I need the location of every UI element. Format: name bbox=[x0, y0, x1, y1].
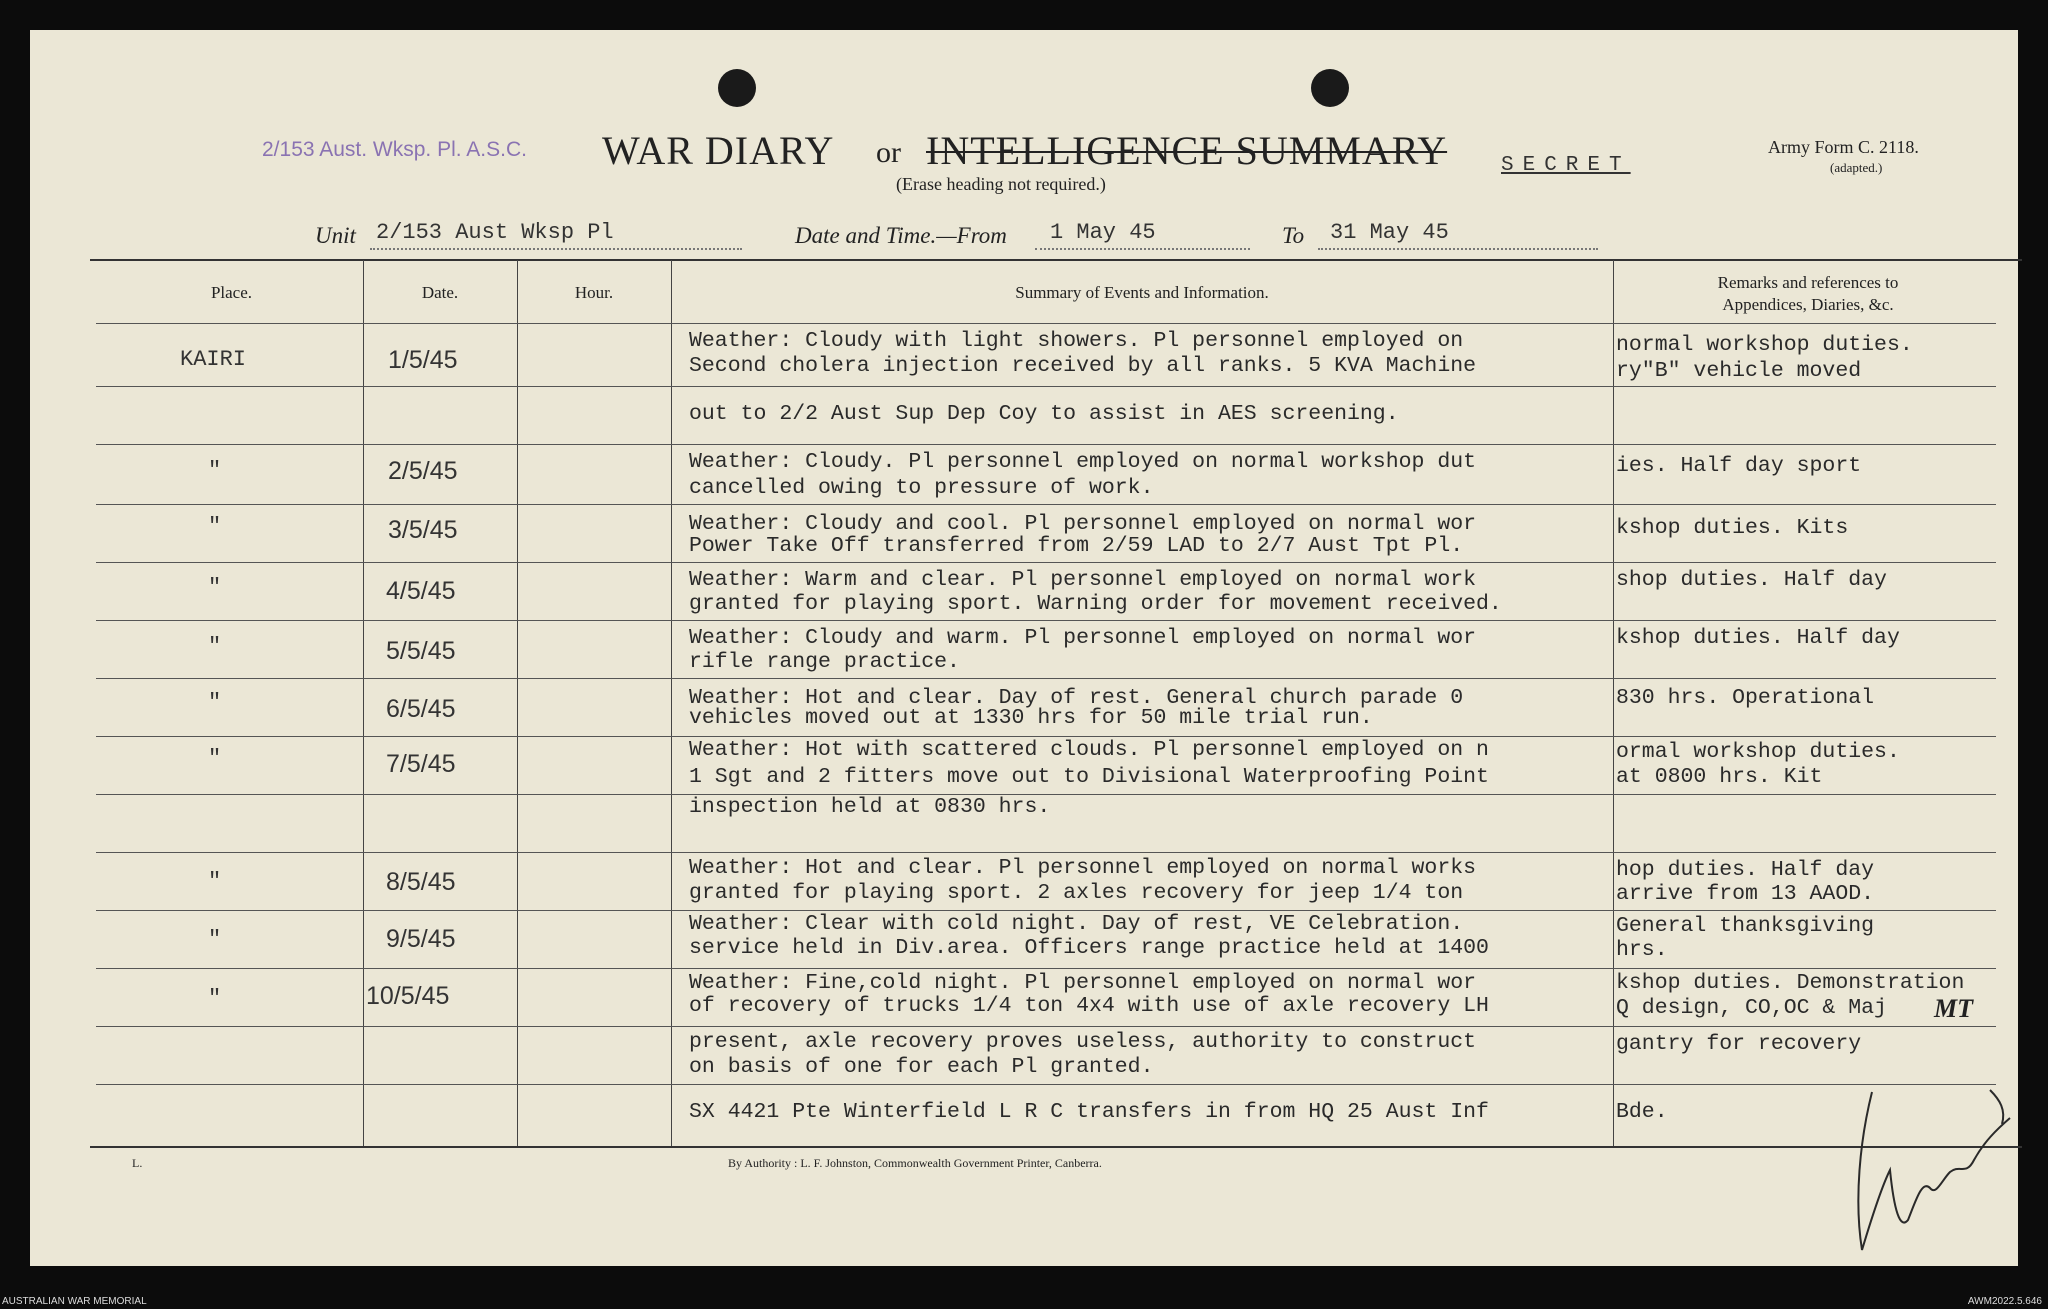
entry-line: granted for playing sport. Warning order for movement received. bbox=[689, 592, 1502, 616]
from-value: 1 May 45 bbox=[1050, 220, 1156, 245]
entry-line: Weather: Hot and clear. Day of rest. General church parade 0 bbox=[689, 686, 1464, 710]
col-header-hour: Hour. bbox=[574, 283, 614, 302]
row-rule bbox=[96, 736, 1996, 737]
footer-authority: By Authority : L. F. Johnston, Commonwealth Government Printer, Canberra. bbox=[728, 1156, 1102, 1170]
entry-line: ormal workshop duties. bbox=[1616, 740, 1900, 764]
handwritten-annotation: MT bbox=[1934, 994, 1973, 1023]
entry-place: " bbox=[208, 634, 222, 659]
to-label: To bbox=[1282, 223, 1305, 248]
col-header-remarks-1: Remarks and references to bbox=[1717, 273, 1899, 292]
col-header-summary: Summary of Events and Information. bbox=[1015, 283, 1269, 302]
col-header-date: Date. bbox=[421, 283, 459, 302]
entry-place: " bbox=[208, 690, 222, 715]
entry-line: vehicles moved out at 1330 hrs for 50 mile trial run. bbox=[689, 706, 1373, 730]
entry-line: ry"B" vehicle moved bbox=[1616, 359, 1862, 383]
entry-line: inspection held at 0830 hrs. bbox=[689, 795, 1051, 819]
row-rule bbox=[96, 1084, 1996, 1085]
entry-line: 1 Sgt and 2 fitters move out to Divisional Waterproofing Point bbox=[689, 765, 1489, 789]
entry-date: 10/5/45 bbox=[366, 982, 450, 1010]
entry-line: 830 hrs. Operational bbox=[1616, 686, 1875, 710]
army-form-adapted: (adapted.) bbox=[1830, 160, 1883, 175]
table-top-rule bbox=[90, 259, 2022, 261]
entry-place: " bbox=[208, 458, 222, 483]
secret-label: SECRET bbox=[1501, 154, 1631, 177]
entry-date: 6/5/45 bbox=[386, 695, 456, 723]
entry-line: ies. Half day sport bbox=[1616, 454, 1862, 478]
caption-left: AUSTRALIAN WAR MEMORIAL bbox=[2, 1296, 147, 1307]
entry-line: Weather: Hot and clear. Pl personnel employed on normal works bbox=[689, 856, 1477, 880]
entry-line: kshop duties. Kits bbox=[1616, 516, 1849, 540]
row-rule bbox=[96, 852, 1996, 853]
entry-date: 5/5/45 bbox=[386, 637, 456, 665]
col-header-place: Place. bbox=[210, 283, 253, 302]
unit-stamp: 2/153 Aust. Wksp. Pl. A.S.C. bbox=[262, 138, 527, 161]
entry-line: at 0800 hrs. Kit bbox=[1616, 765, 1823, 789]
army-form: Army Form C. 2118. bbox=[1768, 137, 1919, 157]
to-value: 31 May 45 bbox=[1330, 220, 1449, 245]
entry-place: " bbox=[208, 746, 222, 771]
row-rule bbox=[96, 1026, 1996, 1027]
row-rule bbox=[96, 910, 1996, 911]
entry-line: Weather: Cloudy. Pl personnel employed on normal workshop dut bbox=[689, 450, 1477, 474]
row-rule bbox=[96, 444, 1996, 445]
war-diary-page bbox=[30, 30, 2018, 1266]
title-or: or bbox=[876, 136, 901, 169]
entry-place: " bbox=[208, 986, 222, 1011]
entry-line: shop duties. Half day bbox=[1616, 568, 1887, 592]
entry-line: General thanksgiving bbox=[1616, 914, 1875, 938]
caption-right: AWM2022.5.646 bbox=[1967, 1296, 2042, 1307]
entry-line: hop duties. Half day bbox=[1616, 858, 1875, 882]
col-divider-place bbox=[363, 260, 364, 1146]
entry-line: Weather: Cloudy and warm. Pl personnel employed on normal wor bbox=[689, 626, 1477, 650]
row-rule bbox=[96, 504, 1996, 505]
entry-line: Power Take Off transferred from 2/59 LAD to 2/7 Aust Tpt Pl. bbox=[689, 534, 1464, 558]
entry-line: Q design, CO,OC & Maj bbox=[1616, 996, 1887, 1020]
entry-place: " bbox=[208, 575, 222, 600]
footer-form-mark: L. bbox=[132, 1156, 143, 1170]
entry-date: 2/5/45 bbox=[388, 457, 458, 485]
entry-line: normal workshop duties. bbox=[1616, 333, 1913, 357]
entry-line: Weather: Warm and clear. Pl personnel employed on normal work bbox=[689, 568, 1477, 592]
entry-place: " bbox=[208, 869, 222, 894]
entry-line: rifle range practice. bbox=[689, 650, 960, 674]
entry-line: hrs. bbox=[1616, 938, 1668, 962]
title-war-diary: WAR DIARY bbox=[602, 128, 835, 173]
col-divider-summary bbox=[1613, 260, 1614, 1146]
entry-line: Weather: Fine,cold night. Pl personnel employed on normal wor bbox=[689, 971, 1477, 995]
entry-line: kshop duties. Half day bbox=[1616, 626, 1900, 650]
entry-line: Weather: Cloudy with light showers. Pl personnel employed on bbox=[689, 329, 1464, 353]
col-header-remarks-2: Appendices, Diaries, &c. bbox=[1722, 295, 1894, 314]
entry-date: 9/5/45 bbox=[386, 925, 456, 953]
title-struck-intelligence-summary: INTELLIGENCE SUMMARY bbox=[926, 128, 1448, 173]
entry-date: 3/5/45 bbox=[388, 516, 458, 544]
entry-line: Weather: Clear with cold night. Day of rest, VE Celebration. bbox=[689, 912, 1464, 936]
entry-date: 8/5/45 bbox=[386, 868, 456, 896]
entry-line: arrive from 13 AAOD. bbox=[1616, 882, 1875, 906]
entry-line: Weather: Cloudy and cool. Pl personnel employed on normal wor bbox=[689, 512, 1477, 536]
entry-line: Weather: Hot with scattered clouds. Pl personnel employed on n bbox=[689, 738, 1489, 762]
entry-line: Bde. bbox=[1616, 1100, 1668, 1124]
unit-label: Unit bbox=[315, 223, 356, 248]
entry-place: " bbox=[208, 514, 222, 539]
entry-line: of recovery of trucks 1/4 ton 4x4 with use of axle recovery LH bbox=[689, 994, 1489, 1018]
from-dotted-line bbox=[1035, 248, 1250, 250]
entry-date: 4/5/45 bbox=[386, 577, 456, 605]
punch-hole-right bbox=[1311, 69, 1349, 107]
entry-line: kshop duties. Demonstration bbox=[1616, 971, 1965, 995]
unit-value: 2/153 Aust Wksp Pl bbox=[376, 220, 614, 245]
punch-hole-left bbox=[718, 69, 756, 107]
entry-line: on basis of one for each Pl granted. bbox=[689, 1055, 1154, 1079]
to-dotted-line bbox=[1318, 248, 1598, 250]
entry-line: out to 2/2 Aust Sup Dep Coy to assist in AES screening. bbox=[689, 402, 1399, 426]
table-bottom-rule bbox=[90, 1146, 2022, 1148]
entry-line: granted for playing sport. 2 axles recovery for jeep 1/4 ton bbox=[689, 881, 1464, 905]
row-rule bbox=[96, 386, 1996, 387]
row-rule bbox=[96, 968, 1996, 969]
row-rule bbox=[96, 678, 1996, 679]
date-time-label: Date and Time.—From bbox=[795, 223, 1007, 248]
unit-dotted-line bbox=[370, 248, 742, 250]
col-divider-date bbox=[517, 260, 518, 1146]
row-rule bbox=[96, 562, 1996, 563]
entry-line: Second cholera injection received by all ranks. 5 KVA Machine bbox=[689, 354, 1477, 378]
entry-line: cancelled owing to pressure of work. bbox=[689, 476, 1154, 500]
row-rule bbox=[96, 323, 1996, 324]
entry-date: 7/5/45 bbox=[386, 750, 456, 778]
entry-line: service held in Div.area. Officers range practice held at 1400 bbox=[689, 936, 1489, 960]
entry-line: gantry for recovery bbox=[1616, 1032, 1862, 1056]
erase-note: (Erase heading not required.) bbox=[896, 174, 1106, 194]
entry-line: present, axle recovery proves useless, authority to construct bbox=[689, 1030, 1477, 1054]
entry-place: " bbox=[208, 927, 222, 952]
entry-place: KAIRI bbox=[180, 347, 247, 372]
entry-line: SX 4421 Pte Winterfield L R C transfers in from HQ 25 Aust Inf bbox=[689, 1100, 1489, 1124]
entry-date: 1/5/45 bbox=[388, 346, 458, 374]
signature bbox=[1850, 1080, 2020, 1270]
row-rule bbox=[96, 620, 1996, 621]
col-divider-hour bbox=[671, 260, 672, 1146]
